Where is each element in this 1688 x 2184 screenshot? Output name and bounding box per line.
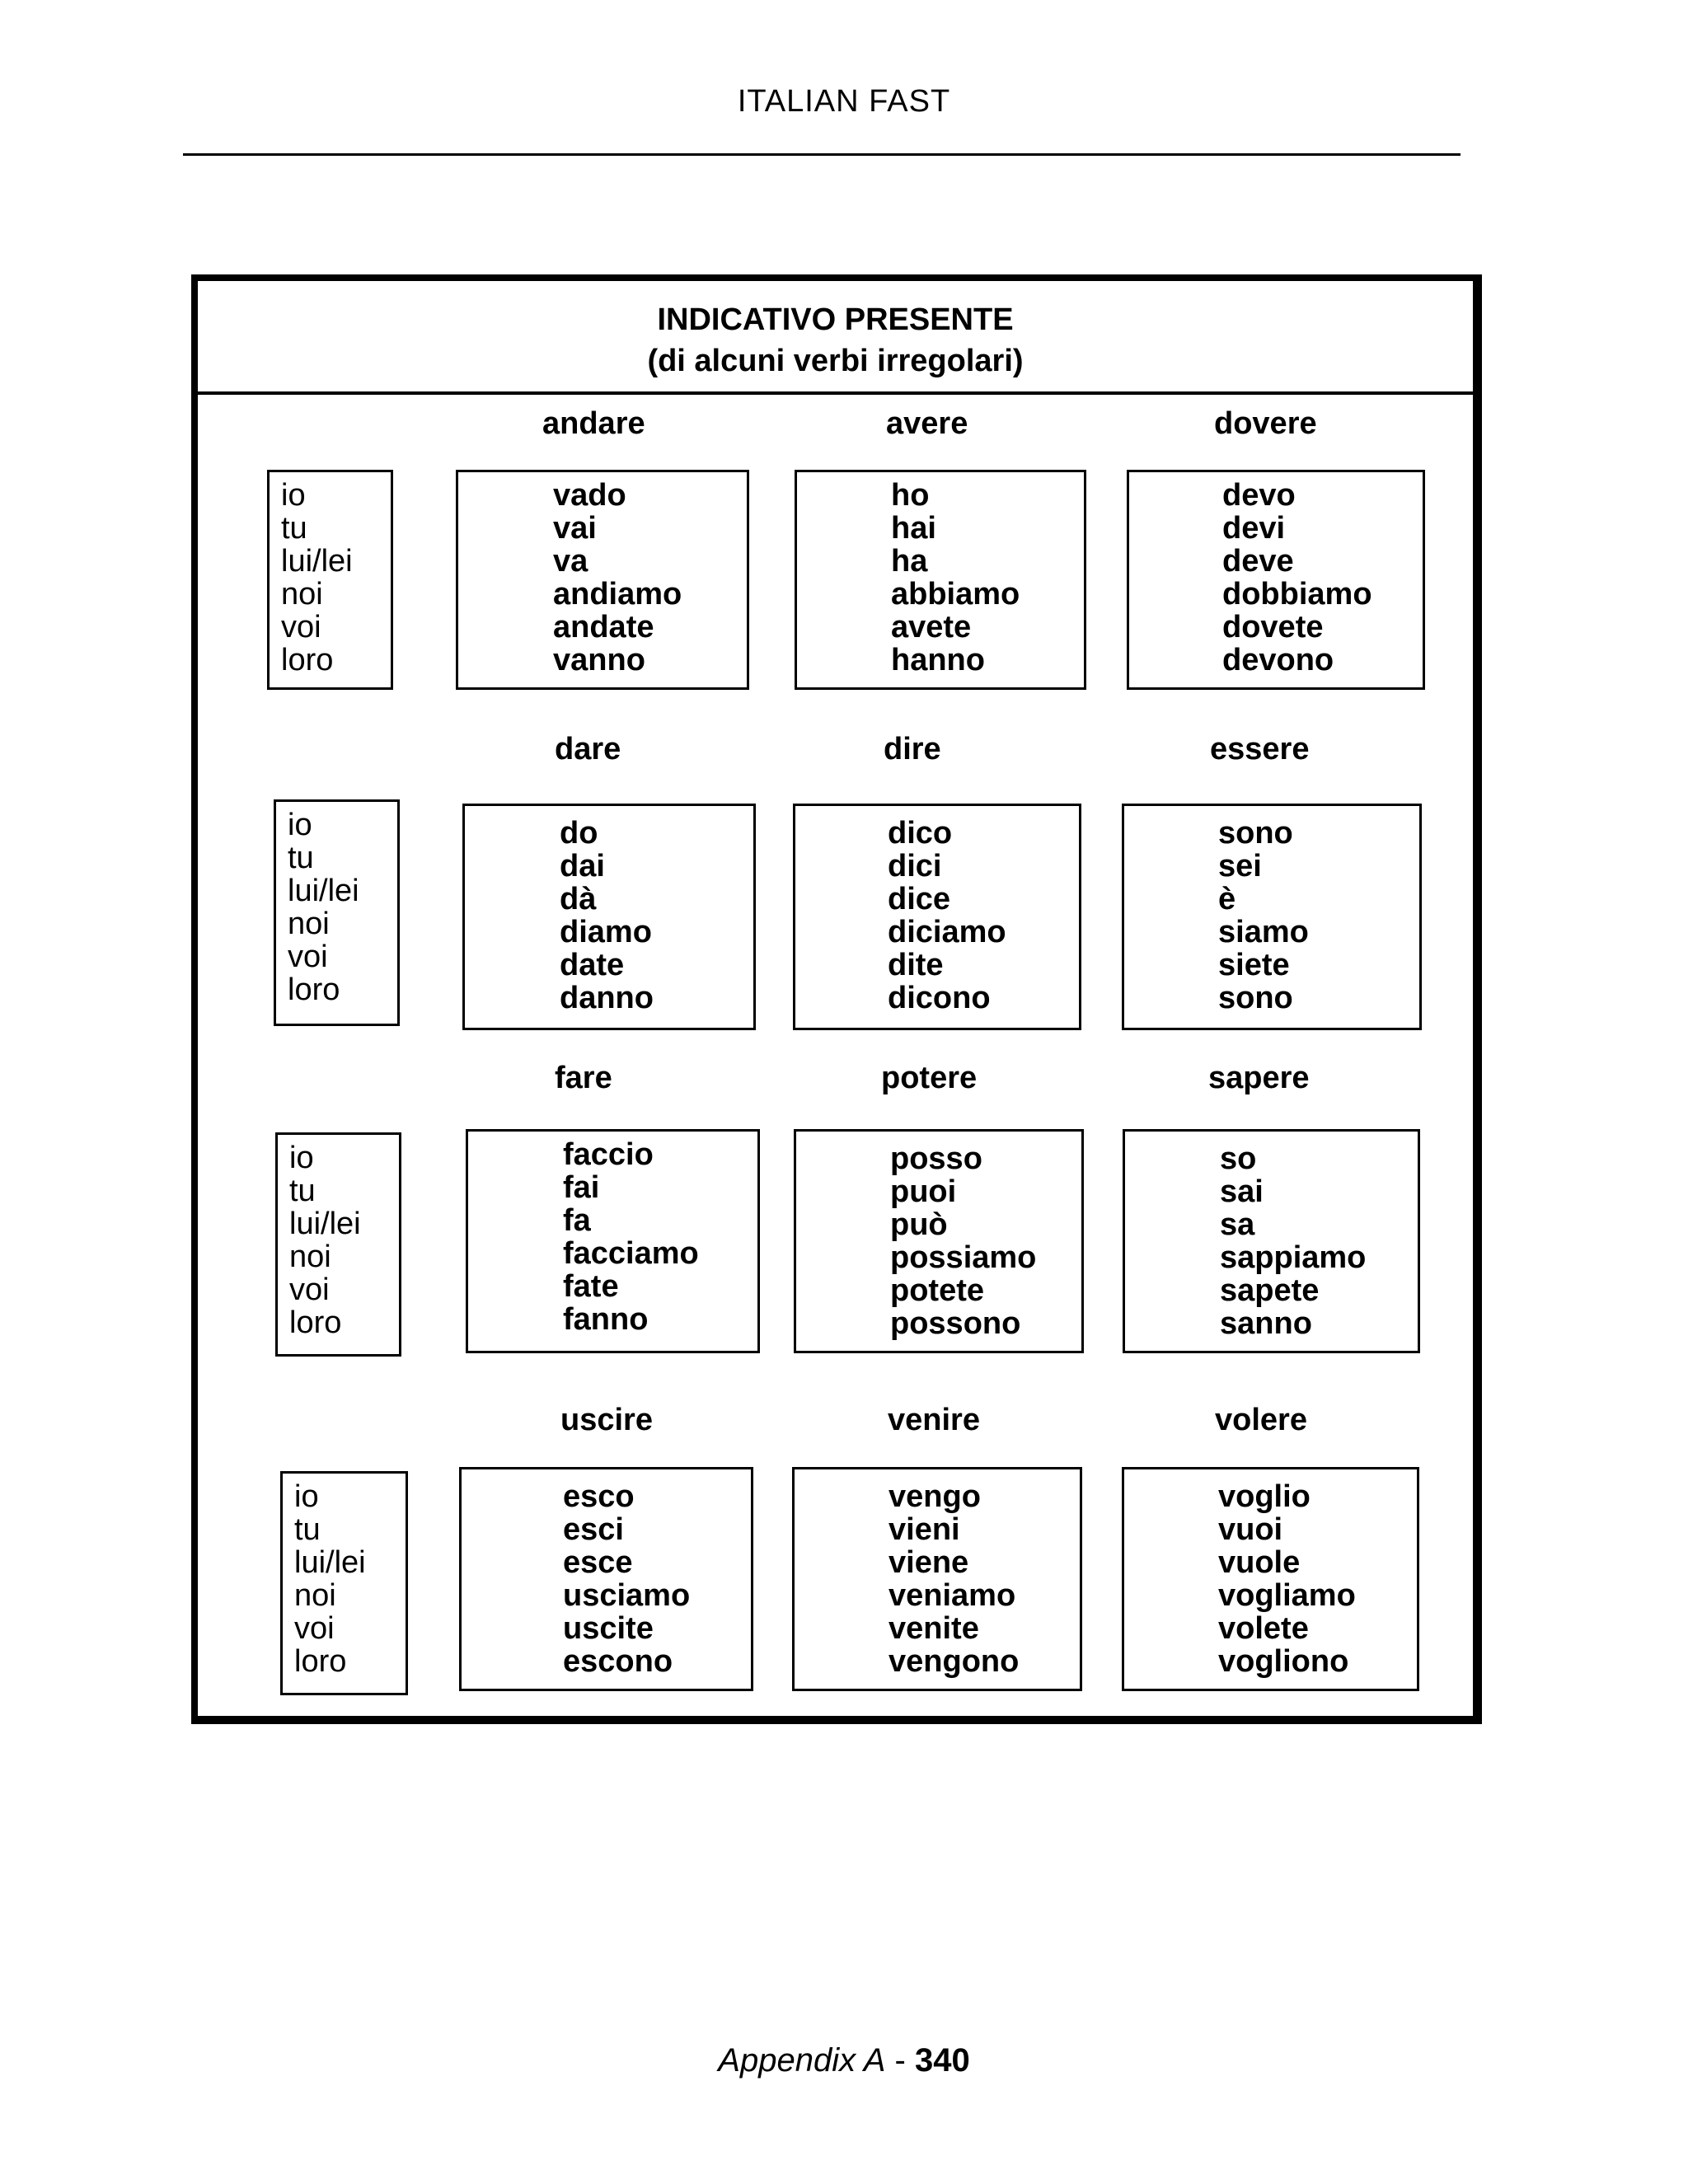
conjugation-box: [1127, 470, 1425, 690]
conjugation-box: [466, 1129, 760, 1353]
pronoun-label: io: [289, 1141, 314, 1175]
conjugation-box: [792, 1467, 1082, 1691]
verb-form: abbiamo: [891, 577, 1020, 612]
verb-form: fate: [563, 1269, 619, 1304]
pronoun-label: loro: [289, 1305, 342, 1340]
pronoun-label: loro: [281, 643, 334, 677]
verb-form: do: [560, 816, 598, 851]
verb-form: fai: [563, 1170, 600, 1205]
verb-form: faccio: [563, 1137, 654, 1172]
conjugation-box: [1122, 1467, 1419, 1691]
pronoun-label: loro: [288, 972, 340, 1007]
verb-form: sono: [1218, 816, 1293, 851]
verb-form: può: [890, 1207, 948, 1242]
verb-form: diciamo: [888, 915, 1006, 949]
verb-form: sa: [1220, 1207, 1255, 1242]
conjugation-box: [793, 804, 1081, 1030]
pronoun-label: io: [294, 1479, 319, 1514]
pronoun-label: io: [288, 808, 312, 842]
pronoun-label: lui/lei: [281, 544, 353, 579]
verb-form: vado: [553, 478, 626, 513]
verb-form: dà: [560, 882, 597, 916]
verb-form: volete: [1218, 1611, 1309, 1646]
verb-form: sono: [1218, 981, 1293, 1015]
verb-form: viene: [889, 1545, 969, 1580]
verb-form: deve: [1222, 544, 1294, 579]
pronoun-label: lui/lei: [294, 1545, 366, 1580]
verb-form: dici: [888, 849, 942, 883]
verb-form: vengo: [889, 1479, 981, 1514]
verb-form: sapete: [1220, 1273, 1320, 1308]
verb-form: fanno: [563, 1302, 649, 1337]
verb-form: dice: [888, 882, 951, 916]
verb-form: vuoi: [1218, 1512, 1283, 1547]
verb-form: sanno: [1220, 1306, 1312, 1341]
verb-infinitive: avere: [886, 406, 968, 441]
footer-separator: -: [885, 2042, 915, 2079]
verb-infinitive: volere: [1215, 1403, 1307, 1437]
verb-form: esco: [563, 1479, 635, 1514]
verb-form: so: [1220, 1141, 1257, 1176]
verb-form: dai: [560, 849, 605, 883]
verb-form: usciamo: [563, 1578, 691, 1613]
verb-form: dovete: [1222, 610, 1324, 644]
verb-form: hanno: [891, 643, 985, 677]
pronoun-label: voi: [289, 1272, 330, 1307]
verb-form: ho: [891, 478, 930, 513]
header-rule: [183, 153, 1461, 156]
verb-form: escono: [563, 1644, 673, 1679]
verb-form: dite: [888, 948, 944, 982]
verb-form: fa: [563, 1203, 591, 1238]
verb-form: facciamo: [563, 1236, 699, 1271]
verb-form: danno: [560, 981, 654, 1015]
verb-form: è: [1218, 882, 1236, 916]
verb-form: vogliamo: [1218, 1578, 1356, 1613]
conjugation-box: [456, 470, 749, 690]
verb-form: veniamo: [889, 1578, 1016, 1613]
verb-form: devi: [1222, 511, 1286, 546]
pronoun-label: voi: [288, 940, 328, 974]
verb-form: vieni: [889, 1512, 960, 1547]
verb-form: sai: [1220, 1174, 1264, 1209]
verb-form: uscite: [563, 1611, 654, 1646]
verb-form: esce: [563, 1545, 633, 1580]
page-number: 340: [914, 2042, 970, 2079]
verb-form: vai: [553, 511, 597, 546]
verb-infinitive: essere: [1210, 732, 1310, 766]
verb-infinitive: dire: [884, 732, 941, 766]
pronoun-label: tu: [288, 841, 314, 875]
pronoun-label: noi: [289, 1240, 331, 1274]
verb-form: avete: [891, 610, 972, 644]
pronoun-box: [280, 1471, 408, 1695]
verb-form: devono: [1222, 643, 1334, 677]
verb-form: siete: [1218, 948, 1290, 982]
pronoun-label: voi: [281, 610, 321, 644]
pronoun-box: [267, 470, 393, 690]
verb-infinitive: uscire: [560, 1403, 653, 1437]
verb-form: ha: [891, 544, 928, 579]
verb-infinitive: andare: [542, 406, 645, 441]
table-subtitle: (di alcuni verbi irregolari): [647, 344, 1024, 378]
pronoun-label: lui/lei: [288, 874, 359, 908]
verb-form: vengono: [889, 1644, 1020, 1679]
pronoun-box: [275, 1132, 401, 1357]
verb-form: diamo: [560, 915, 652, 949]
verb-infinitive: fare: [555, 1061, 612, 1095]
verb-form: possono: [890, 1306, 1021, 1341]
verb-infinitive: dare: [555, 732, 621, 766]
verb-form: andiamo: [553, 577, 682, 612]
footer-label: Appendix A: [718, 2042, 886, 2079]
pronoun-box: [274, 799, 400, 1026]
verb-form: esci: [563, 1512, 624, 1547]
pronoun-label: noi: [288, 907, 330, 941]
verb-infinitive: dovere: [1214, 406, 1317, 441]
conjugation-box: [795, 470, 1086, 690]
verb-form: sei: [1218, 849, 1262, 883]
verb-form: dico: [888, 816, 953, 851]
verb-form: vuole: [1218, 1545, 1301, 1580]
pronoun-label: voi: [294, 1611, 335, 1646]
page-footer: [0, 2042, 1688, 2079]
verb-form: vanno: [553, 643, 645, 677]
verb-form: andate: [553, 610, 654, 644]
pronoun-label: loro: [294, 1644, 347, 1679]
conjugation-box: [459, 1467, 753, 1691]
verb-infinitive: sapere: [1208, 1061, 1310, 1095]
pronoun-label: tu: [281, 511, 307, 546]
verb-form: puoi: [890, 1174, 957, 1209]
verb-form: hai: [891, 511, 936, 546]
table-title: INDICATIVO PRESENTE: [657, 302, 1014, 337]
verb-form: sappiamo: [1220, 1240, 1367, 1275]
conjugation-box: [1122, 804, 1422, 1030]
verb-form: voglio: [1218, 1479, 1311, 1514]
conjugation-box: [794, 1129, 1084, 1353]
conjugation-box: [462, 804, 756, 1030]
verb-infinitive: potere: [881, 1061, 978, 1095]
verb-form: va: [553, 544, 588, 579]
verb-form: vogliono: [1218, 1644, 1349, 1679]
verb-form: dobbiamo: [1222, 577, 1372, 612]
running-header: ITALIAN FAST: [737, 84, 951, 119]
pronoun-label: noi: [294, 1578, 336, 1613]
pronoun-label: tu: [289, 1174, 316, 1208]
verb-form: possiamo: [890, 1240, 1037, 1275]
verb-form: siamo: [1218, 915, 1309, 949]
verb-form: dicono: [888, 981, 991, 1015]
conjugation-box: [1123, 1129, 1420, 1353]
verb-form: posso: [890, 1141, 982, 1176]
verb-form: potete: [890, 1273, 984, 1308]
pronoun-label: tu: [294, 1512, 321, 1547]
table-title-box: [198, 281, 1473, 395]
verb-form: venite: [889, 1611, 979, 1646]
pronoun-label: noi: [281, 577, 323, 612]
verb-form: date: [560, 948, 625, 982]
pronoun-label: lui/lei: [289, 1207, 361, 1241]
pronoun-label: io: [281, 478, 306, 513]
verb-form: devo: [1222, 478, 1296, 513]
verb-infinitive: venire: [888, 1403, 980, 1437]
